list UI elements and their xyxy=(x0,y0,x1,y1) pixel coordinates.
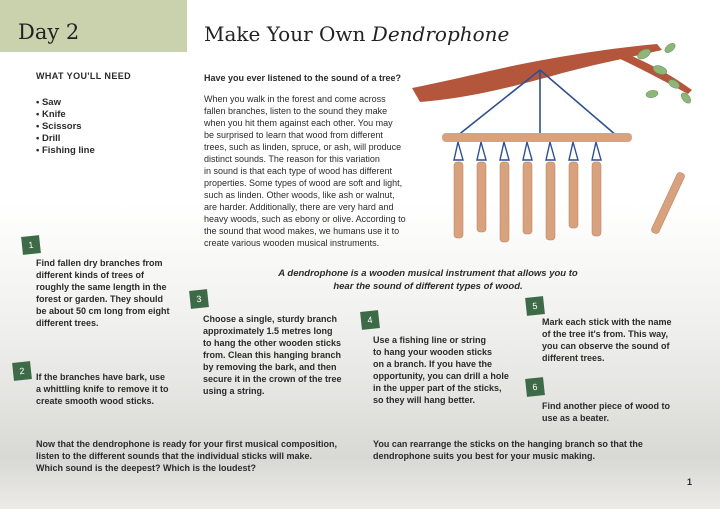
bottom-line: Now that the dendrophone is ready for your first musical composition, xyxy=(36,439,338,449)
bottom-line: You can rearrange the sticks on the hanging branch so that the xyxy=(373,439,643,449)
intro-line: fallen branches, listen to the sound they make xyxy=(204,106,388,116)
title-italic: Dendrophone xyxy=(371,22,510,46)
step-line: Find fallen dry branches from xyxy=(36,258,163,268)
step-line: create smooth wood sticks. xyxy=(36,396,155,406)
step-line: secure it in the crown of the tree xyxy=(203,374,342,384)
needs-list xyxy=(36,97,95,157)
step-line: so they will hang better. xyxy=(373,395,476,405)
step-line: use as a beater. xyxy=(542,413,610,423)
step-line: you can observe the sound of xyxy=(542,341,670,351)
step-line: of the tree it's from. This way, xyxy=(542,329,668,339)
intro-line: are harder. Additionally, there are very hard and xyxy=(204,202,394,212)
step-line: from. Clean this hanging branch xyxy=(203,350,342,360)
intro-line: in sound is that each type of wood has different xyxy=(204,166,392,176)
step-4-text xyxy=(373,334,509,406)
intro-line: be surprised to learn that wood from different xyxy=(204,130,383,140)
intro-paragraph xyxy=(204,93,434,249)
step-badge: 6 xyxy=(525,377,545,397)
intro-line: distinct sounds. The reason for this variation xyxy=(204,154,380,164)
step-line: in the upper part of the sticks, xyxy=(373,383,502,393)
page-number: 1 xyxy=(686,477,692,487)
leaves xyxy=(636,41,693,104)
step-badge: 4 xyxy=(360,310,380,330)
definition xyxy=(178,267,678,293)
step-line: Use a fishing line or string xyxy=(373,335,487,345)
step-badge: 1 xyxy=(21,235,41,255)
bottom-line: listen to the different sounds that the individual sticks will make. xyxy=(36,451,313,461)
step-line: a whittling knife to remove it to xyxy=(36,384,169,394)
bottom-line: dendrophone suits you best for your music making. xyxy=(373,451,596,461)
step-2-text xyxy=(36,371,169,407)
needs-item: • Saw xyxy=(36,97,95,109)
intro-question: Have you ever listened to the sound of a tree? xyxy=(204,73,402,83)
day-title: Day 2 xyxy=(18,20,80,44)
title-prefix: Make Your Own xyxy=(204,22,372,46)
definition-line: hear the sound of different types of wood. xyxy=(333,281,523,292)
tree-twig xyxy=(618,52,692,94)
intro-line: trees, such as linden, spruce, or ash, will produce xyxy=(204,142,402,152)
step-line: different trees. xyxy=(36,318,99,328)
step-line: Choose a single, sturdy branch xyxy=(203,314,338,324)
step-5-text xyxy=(542,316,672,364)
step-line: Find another piece of wood to xyxy=(542,401,670,411)
step-line: Mark each stick with the name xyxy=(542,317,672,327)
needs-heading: WHAT YOU'LL NEED xyxy=(36,71,132,81)
step-line: be about 50 cm long from eight xyxy=(36,306,170,316)
step-badge: 3 xyxy=(189,289,209,309)
step-line: on a branch. If you have the xyxy=(373,359,493,369)
needs-item: • Drill xyxy=(36,133,95,145)
step-1-text xyxy=(36,257,170,329)
hanging-stick xyxy=(442,133,632,142)
step-badge: 5 xyxy=(525,296,545,316)
dendrophone-illustration xyxy=(412,40,697,245)
step-line: different trees. xyxy=(542,353,605,363)
step-line: to hang the other wooden sticks xyxy=(203,338,342,348)
intro-line: when you hit them against each other. You may xyxy=(204,118,393,128)
needs-item: • Knife xyxy=(36,109,95,121)
step-3-text xyxy=(203,313,342,397)
intro-line: create various wooden musical instruments. xyxy=(204,238,380,248)
step-line: using a string. xyxy=(203,386,265,396)
step-line: forest or garden. They should xyxy=(36,294,164,304)
step-line: to hang your wooden sticks xyxy=(373,347,493,357)
step-6-text xyxy=(542,400,670,424)
intro-line: When you walk in the forest and come across xyxy=(204,94,386,104)
intro-line: such as linden. Other woods, like ash or walnut, xyxy=(204,190,395,200)
needs-item: • Scissors xyxy=(36,121,95,133)
step-line: different kinds of trees of xyxy=(36,270,145,280)
intro-line: the sound that wood makes, we humans use it to xyxy=(204,226,400,236)
bottom-right-paragraph xyxy=(373,438,643,462)
intro-line: properties. Some types of wood are soft and light, xyxy=(204,178,403,188)
step-badge: 2 xyxy=(12,361,32,381)
step-line: by removing the bark, and then xyxy=(203,362,337,372)
intro-line: heavy woods, such as ebony or olive. According to xyxy=(204,214,406,224)
stick-ties xyxy=(454,142,601,160)
step-line: roughly the same length in the xyxy=(36,282,167,292)
wooden-sticks xyxy=(454,162,686,242)
bottom-left-paragraph xyxy=(36,438,337,474)
step-line: opportunity, you can drill a hole xyxy=(373,371,509,381)
step-line: approximately 1.5 metres long xyxy=(203,326,333,336)
step-line: If the branches have bark, use xyxy=(36,372,166,382)
definition-line: A dendrophone is a wooden musical instrument that allows you to xyxy=(278,268,578,279)
bottom-line: Which sound is the deepest? Which is the loudest? xyxy=(36,463,257,473)
needs-item: • Fishing line xyxy=(36,145,95,157)
